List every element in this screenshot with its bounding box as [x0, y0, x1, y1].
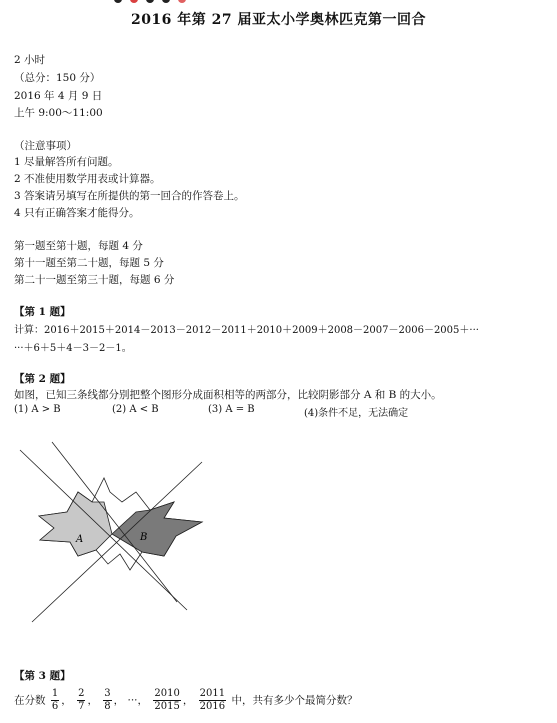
q3-suffix: 中，共有多少个最简分数？: [231, 694, 358, 707]
fraction-denominator: 2015: [154, 701, 180, 712]
q2-label-b: B: [140, 532, 148, 543]
exam-total-score: （总分：150 分）: [14, 72, 101, 84]
q3-question: [14, 688, 357, 713]
note-item: 3 答案请另填写在所提供的第一回合的作答卷上。: [14, 190, 245, 202]
fraction-numerator: 2011: [199, 688, 226, 699]
q3-separator: ，: [87, 694, 98, 707]
fraction-denominator: 8: [104, 701, 111, 712]
q3-label: 【第 3 题】: [14, 670, 71, 682]
fraction-numerator: 1: [51, 688, 59, 699]
header-decoration: [100, 0, 220, 8]
q2-label: 【第 2 题】: [14, 373, 71, 385]
scoring-rule: 第十一题至第二十题，每题 5 分: [14, 257, 164, 269]
q1-expression-line2: ···＋6＋5＋4－3－2－1。: [14, 343, 132, 354]
fraction-numerator: 3: [104, 688, 111, 699]
note-item: 4 只有正确答案才能得分。: [14, 207, 140, 219]
q2-option-3: (3) A = B: [208, 404, 255, 415]
exam-duration: 2 小时: [14, 54, 46, 66]
q1-label: 【第 1 题】: [14, 306, 71, 318]
q3-fraction: [51, 688, 59, 713]
exam-date: 2016 年 4 月 9 日: [14, 90, 103, 102]
exam-time: 上午 9:00～11:00: [14, 107, 103, 119]
q2-option-1: (1) A > B: [14, 404, 61, 415]
scoring-rule: 第二十一题至第三十题，每题 6 分: [14, 274, 175, 286]
q2-question-text: 如图，已知三条线都分别把整个图形分成面积相等的两部分，比较阴影部分 A 和 B 的大小。: [14, 389, 442, 401]
fraction-denominator: 2016: [199, 701, 226, 712]
page-title: 2016 年第 27 届亚太小学奥林匹克第一回合: [130, 12, 427, 28]
q3-separator: ，: [61, 694, 72, 707]
q2-figure: [12, 432, 222, 632]
q3-separator: ，: [113, 694, 125, 707]
q3-separator: ，: [137, 694, 149, 707]
q2-option-4: (4)条件不足，无法确定: [304, 408, 409, 419]
q3-fraction: [153, 688, 180, 713]
fraction-denominator: 6: [51, 701, 59, 712]
note-item: 1 尽量解答所有问题。: [14, 156, 119, 168]
q2-option-2: (2) A < B: [112, 404, 159, 415]
q3-prefix: 在分数: [14, 694, 46, 707]
note-item: 2 不准使用数学用表或计算器。: [14, 173, 161, 185]
scoring-rule: 第一题至第十题，每题 4 分: [14, 240, 143, 252]
q2-label-a: A: [76, 534, 84, 545]
fraction-denominator: 7: [78, 701, 85, 712]
q3-fraction: [103, 688, 111, 713]
fraction-numerator: 2: [78, 688, 85, 699]
q3-ellipsis: ···: [127, 694, 138, 707]
fraction-numerator: 2010: [154, 688, 180, 699]
q3-fraction: [77, 688, 85, 713]
q1-expression-line1: 计算：2016＋2015＋2014－2013－2012－2011＋2010＋2009＋2008－2007－2006－2005＋···: [14, 325, 479, 336]
notes-heading: （注意事项）: [14, 140, 77, 152]
q3-separator: ，: [182, 694, 194, 707]
q3-fraction: [199, 688, 226, 713]
